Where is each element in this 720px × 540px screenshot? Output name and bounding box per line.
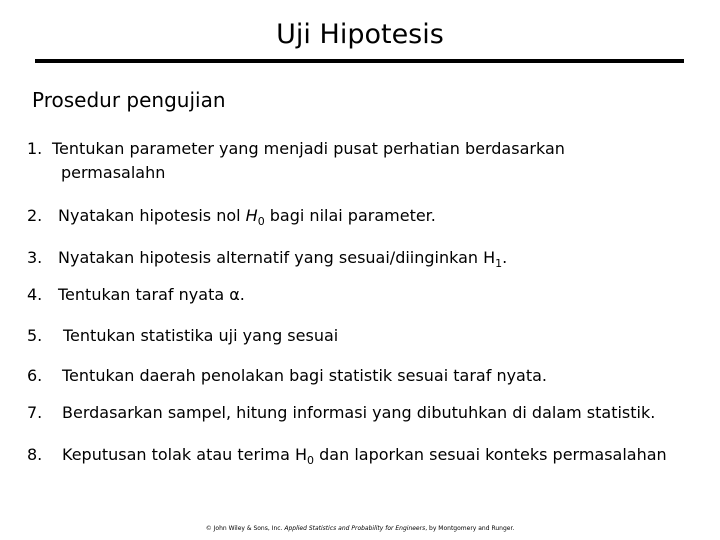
step-number: 6. <box>27 366 43 385</box>
step-item-1 <box>27 137 565 185</box>
step-number: 3. <box>27 248 43 267</box>
step-item-7 <box>27 401 655 425</box>
alpha-symbol: α <box>229 285 240 304</box>
footer-book-title: Applied Statistics and Probability for Engineers <box>284 525 426 532</box>
section-heading: Prosedur pengujian <box>32 88 226 112</box>
step-number: 7. <box>27 403 43 422</box>
slide-title: Uji Hipotesis <box>276 19 444 50</box>
hypothesis-subscript: 0 <box>307 454 315 467</box>
step-text: Tentukan taraf nyata <box>58 285 230 304</box>
step-item-3 <box>27 246 507 270</box>
step-text-end: bagi nilai parameter. <box>264 206 436 225</box>
hypothesis-subscript: 0 <box>257 215 265 228</box>
step-text-end: dan laporkan sesuai konteks permasalahan <box>314 445 667 464</box>
step-text: Nyatakan hipotesis alternatif yang sesuai/diinginkan H <box>58 248 496 267</box>
step-number: 5. <box>27 326 43 345</box>
step-item-5 <box>27 324 338 348</box>
step-text: Tentukan parameter yang menjadi pusat perhatian berdasarkan <box>52 139 565 158</box>
step-text-continued: permasalahn <box>61 163 166 182</box>
step-number: 8. <box>27 445 43 464</box>
step-number: 2. <box>27 206 43 225</box>
title-divider <box>35 59 684 63</box>
copyright-footer <box>0 524 720 534</box>
hypothesis-subscript: 1 <box>495 257 503 270</box>
hypothesis-symbol: H <box>245 206 258 225</box>
step-item-8 <box>27 443 667 467</box>
step-item-6 <box>27 364 547 388</box>
footer-publisher: © John Wiley & Sons, Inc. <box>205 525 285 532</box>
step-text: Nyatakan hipotesis nol <box>58 206 246 225</box>
step-number: 4. <box>27 285 43 304</box>
step-item-2 <box>27 204 436 228</box>
footer-authors: , by Montgomery and Runger. <box>425 525 515 532</box>
step-text: Berdasarkan sampel, hitung informasi yang dibutuhkan di dalam statistik. <box>62 403 656 422</box>
step-item-4 <box>27 283 245 307</box>
step-text-end: . <box>239 285 245 304</box>
step-text: Keputusan tolak atau terima H <box>62 445 308 464</box>
step-number: 1. <box>27 139 43 158</box>
step-text: Tentukan statistika uji yang sesuai <box>63 326 339 345</box>
step-text: Tentukan daerah penolakan bagi statistik sesuai taraf nyata. <box>62 366 548 385</box>
step-text-end: . <box>502 248 508 267</box>
